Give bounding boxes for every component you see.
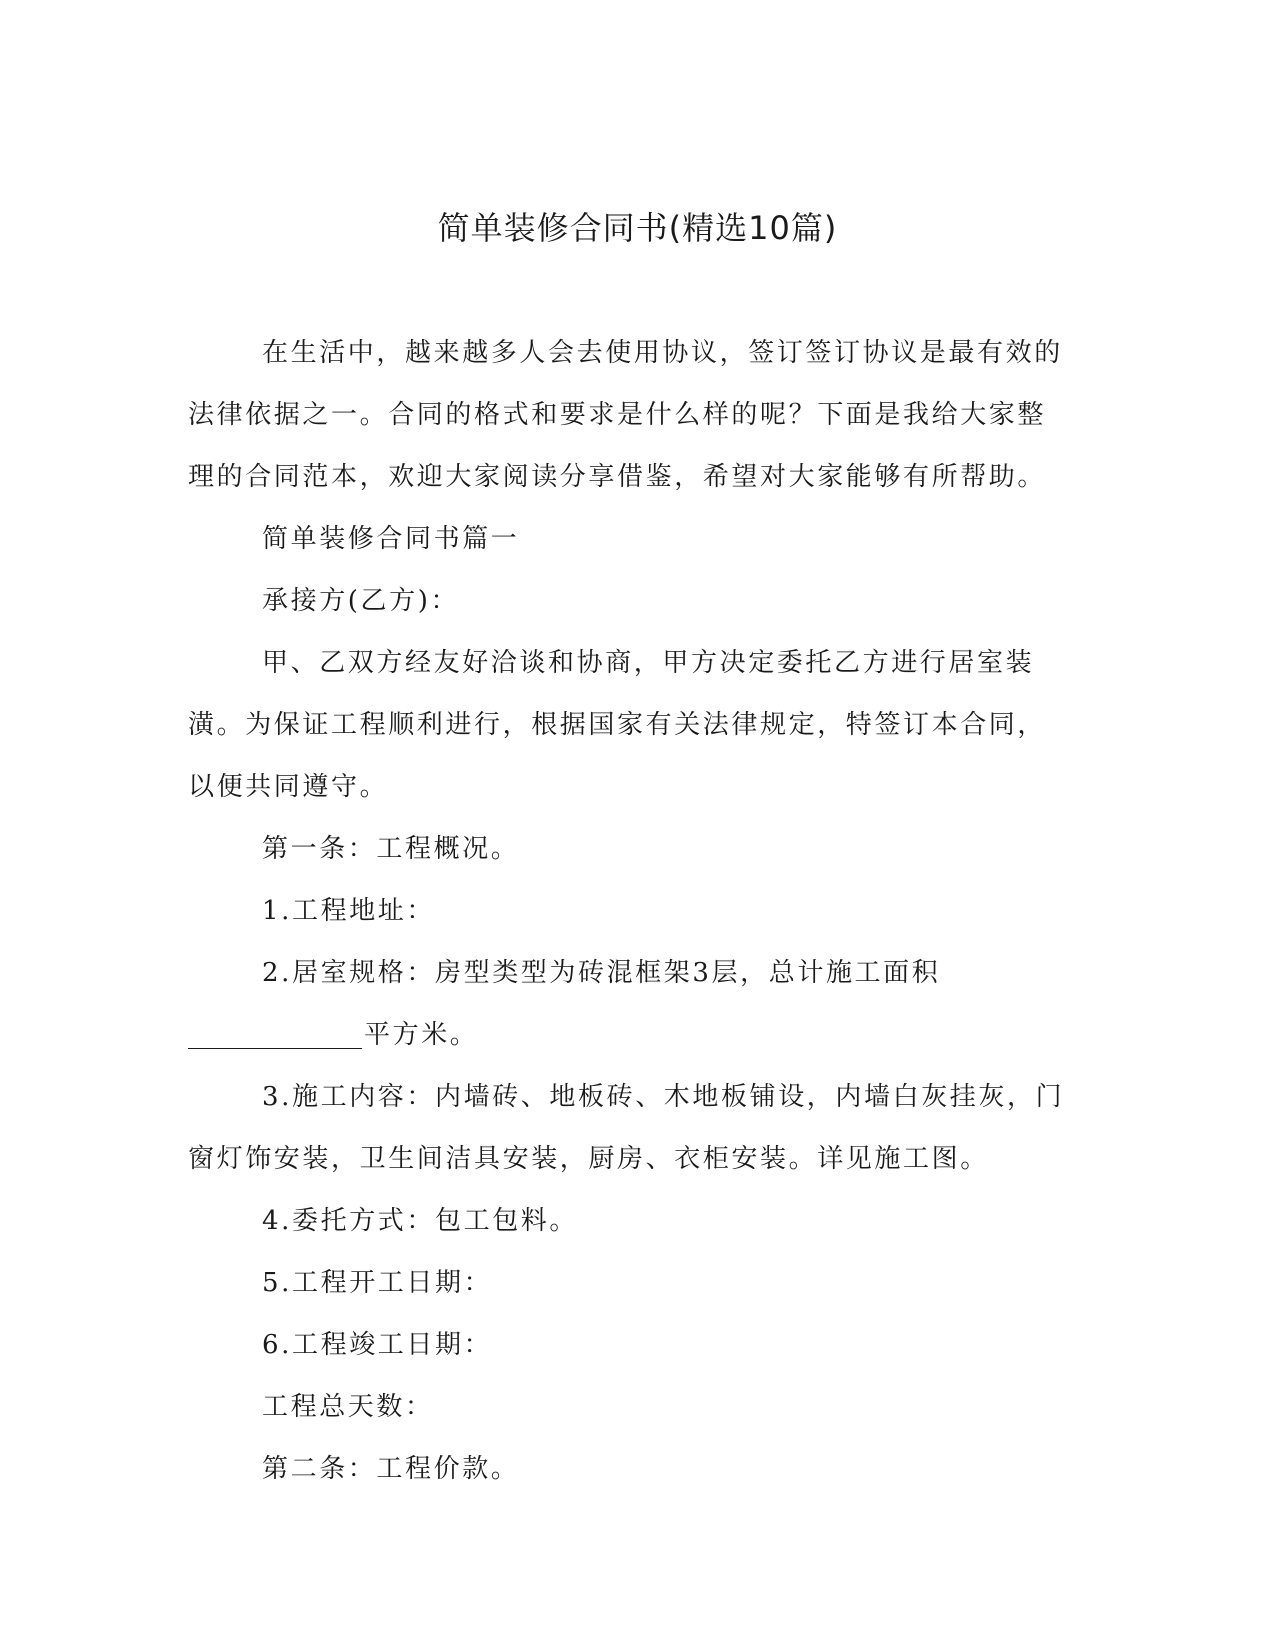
item-2-area-line	[188, 1004, 1072, 1066]
item-3-content: 3.施工内容：内墙砖、地板砖、木地板铺设，内墙白灰挂灰，门窗灯饰安装，卫生间洁具安装，厨房、衣柜安装。详见施工图。	[188, 1082, 1065, 1174]
document-title: 简单装修合同书(精选10篇)	[437, 209, 838, 247]
article-1-heading: 第一条：工程概况。	[262, 834, 520, 864]
preamble-paragraph: 甲、乙双方经友好洽谈和协商，甲方决定委托乙方进行居室装潢。为保证工程顺利进行，根据国家有关法律规定，特签订本合同，以便共同遵守。	[188, 648, 1047, 802]
item-6-end-date: 6.工程竣工日期：	[262, 1330, 493, 1360]
item-2-specs: 2.居室规格：房型类型为砖混框架3层，总计施工面积	[262, 958, 941, 988]
item-1-address: 1.工程地址：	[262, 896, 436, 926]
party-b-line: 承接方(乙方)：	[262, 586, 460, 616]
total-days-line: 工程总天数：	[262, 1392, 434, 1422]
area-unit: 平方米。	[364, 1020, 479, 1050]
item-4-method: 4.委托方式：包工包料。	[262, 1206, 579, 1236]
section-heading: 简单装修合同书篇一	[262, 524, 520, 554]
document-body	[188, 322, 1072, 1500]
intro-paragraph: 在生活中，越来越多人会去使用协议，签订签订协议是最有效的法律依据之一。合同的格式和要求是什么样的呢？下面是我给大家整理的合同范本，欢迎大家阅读分享借鉴，希望对大家能够有所帮助。	[188, 338, 1063, 492]
area-blank-line	[188, 1018, 362, 1049]
article-2-heading: 第二条：工程价款。	[262, 1454, 520, 1484]
item-5-start-date: 5.工程开工日期：	[262, 1268, 493, 1298]
